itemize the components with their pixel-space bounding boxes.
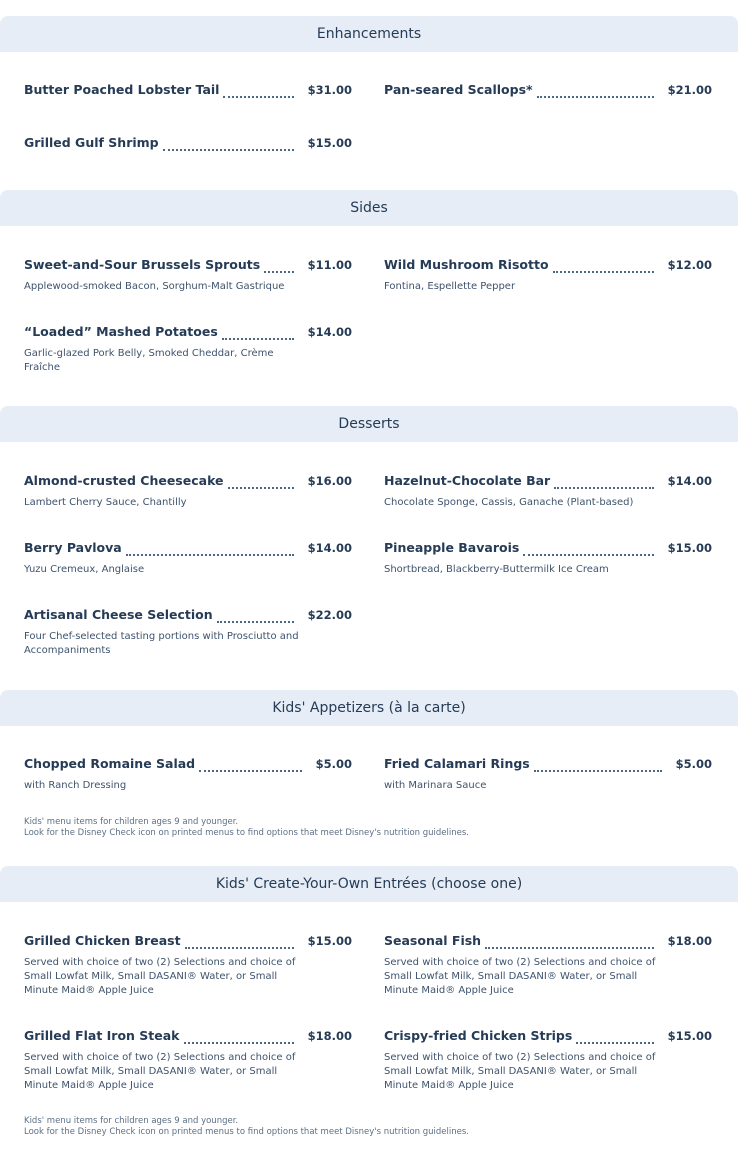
menu-item — [384, 257, 712, 294]
menu-item — [384, 933, 712, 998]
menu-item — [24, 756, 352, 793]
note-line: Kids' menu items for children ages 9 and younger. — [24, 817, 239, 827]
dot-leader — [184, 1036, 294, 1044]
item-name: Artisanal Cheese Selection — [24, 607, 213, 622]
dot-leader — [554, 481, 653, 489]
section-kids-entrees — [0, 866, 738, 902]
section-kids-appetizers — [0, 690, 738, 726]
dot-leader — [485, 941, 654, 949]
item-price: $15.00 — [307, 136, 352, 150]
item-name: “Loaded” Mashed Potatoes — [24, 324, 218, 339]
section-title: Kids' Create-Your-Own Entrées (choose one) — [0, 866, 738, 902]
item-name: Wild Mushroom Risotto — [384, 257, 549, 272]
menu-item — [384, 756, 712, 793]
dot-leader — [223, 90, 293, 98]
menu-item — [384, 540, 712, 577]
menu-item — [24, 324, 352, 375]
item-name: Pan-seared Scallops* — [384, 82, 533, 97]
section-title: Kids' Appetizers (à la carte) — [0, 690, 738, 726]
item-price: $31.00 — [307, 83, 352, 97]
item-name: Grilled Chicken Breast — [24, 933, 181, 948]
item-name: Fried Calamari Rings — [384, 756, 530, 771]
item-price: $11.00 — [307, 258, 352, 272]
dot-leader — [264, 265, 293, 273]
item-name: Almond-crusted Cheesecake — [24, 473, 224, 488]
menu-item — [24, 82, 352, 102]
menu-item — [24, 1028, 352, 1093]
item-price: $5.00 — [675, 757, 712, 771]
section-title: Enhancements — [0, 16, 738, 52]
item-price: $14.00 — [307, 541, 352, 555]
menu-item — [24, 257, 352, 294]
note-line: Look for the Disney Check icon on printed menus to find options that meet Disney's nutrition guidelines. — [24, 1127, 469, 1137]
item-description: Served with choice of two (2) Selections and choice of Small Lowfat Milk, Small DASANI® Water, or Small Minute Maid® Apple Juice — [384, 1052, 656, 1091]
section-enhancements — [0, 16, 738, 52]
item-description: Served with choice of two (2) Selections and choice of Small Lowfat Milk, Small DASANI® Water, or Small Minute Maid® Apple Juice — [384, 957, 656, 996]
dot-leader — [222, 332, 294, 340]
item-price: $14.00 — [307, 325, 352, 339]
item-name: Berry Pavlova — [24, 540, 122, 555]
item-description: Fontina, Espellette Pepper — [384, 281, 516, 292]
item-price: $18.00 — [667, 934, 712, 948]
dot-leader — [228, 481, 294, 489]
dot-leader — [537, 90, 654, 98]
menu-item — [24, 607, 352, 658]
item-description: Served with choice of two (2) Selections and choice of Small Lowfat Milk, Small DASANI® Water, or Small Minute Maid® Apple Juice — [24, 1052, 296, 1091]
item-price: $5.00 — [315, 757, 352, 771]
menu-item — [24, 135, 352, 155]
dot-leader — [534, 764, 662, 772]
item-description: with Ranch Dressing — [24, 780, 127, 791]
menu-item — [384, 82, 712, 102]
item-price: $18.00 — [307, 1029, 352, 1043]
item-name: Sweet-and-Sour Brussels Sprouts — [24, 257, 261, 272]
kids-menu-note — [24, 817, 469, 839]
item-description: Yuzu Cremeux, Anglaise — [24, 564, 145, 575]
menu-item — [24, 540, 352, 577]
item-name: Grilled Gulf Shrimp — [24, 135, 159, 150]
dot-leader — [523, 548, 653, 556]
note-line: Kids' menu items for children ages 9 and younger. — [24, 1116, 239, 1126]
item-price: $14.00 — [667, 474, 712, 488]
section-title: Desserts — [0, 406, 738, 442]
item-description: Four Chef-selected tasting portions with Prosciutto and Accompaniments — [24, 631, 299, 656]
item-name: Crispy-fried Chicken Strips — [384, 1028, 573, 1043]
item-description: Shortbread, Blackberry-Buttermilk Ice Cream — [384, 564, 609, 575]
item-price: $16.00 — [307, 474, 352, 488]
menu-item — [384, 1028, 712, 1093]
item-name: Grilled Flat Iron Steak — [24, 1028, 180, 1043]
item-price: $21.00 — [667, 83, 712, 97]
item-description: Served with choice of two (2) Selections and choice of Small Lowfat Milk, Small DASANI® Water, or Small Minute Maid® Apple Juice — [24, 957, 296, 996]
dot-leader — [553, 265, 654, 273]
item-price: $22.00 — [307, 608, 352, 622]
item-description: Lambert Cherry Sauce, Chantilly — [24, 497, 187, 508]
item-price: $15.00 — [307, 934, 352, 948]
dot-leader — [217, 615, 294, 623]
item-description: Chocolate Sponge, Cassis, Ganache (Plant-based) — [384, 497, 634, 508]
menu-item — [384, 473, 712, 510]
dot-leader — [576, 1036, 653, 1044]
item-description: with Marinara Sauce — [384, 780, 487, 791]
section-title: Sides — [0, 190, 738, 226]
item-name: Chopped Romaine Salad — [24, 756, 196, 771]
menu-item — [24, 933, 352, 998]
dot-leader — [126, 548, 294, 556]
section-desserts — [0, 406, 738, 442]
item-price: $15.00 — [667, 541, 712, 555]
dot-leader — [185, 941, 294, 949]
dot-leader — [163, 143, 294, 151]
item-name: Hazelnut-Chocolate Bar — [384, 473, 551, 488]
item-description: Garlic-glazed Pork Belly, Smoked Cheddar, Crème Fraîche — [24, 348, 274, 373]
dot-leader — [199, 764, 301, 772]
item-name: Pineapple Bavarois — [384, 540, 520, 555]
item-name: Butter Poached Lobster Tail — [24, 82, 220, 97]
section-sides — [0, 190, 738, 226]
kids-menu-note — [24, 1116, 469, 1138]
item-name: Seasonal Fish — [384, 933, 482, 948]
item-price: $12.00 — [667, 258, 712, 272]
item-price: $15.00 — [667, 1029, 712, 1043]
note-line: Look for the Disney Check icon on printed menus to find options that meet Disney's nutrition guidelines. — [24, 828, 469, 838]
menu-item — [24, 473, 352, 510]
item-description: Applewood-smoked Bacon, Sorghum-Malt Gastrique — [24, 281, 285, 292]
